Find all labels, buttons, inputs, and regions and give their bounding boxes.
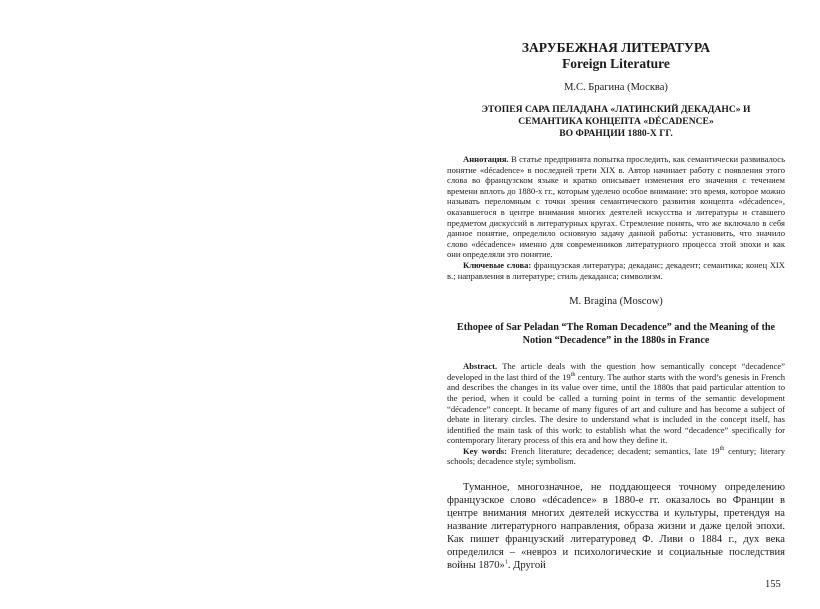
- author-en: M. Bragina (Moscow): [569, 296, 663, 308]
- section-title-ru: ЗАРУБЕЖНАЯ ЛИТЕРАТУРА: [521, 40, 711, 55]
- keywords-en-sup: th: [719, 446, 725, 453]
- title-ru-line-2: СЕМАНТИКА КОНЦЕПТА «DÉCADENCE»: [518, 116, 714, 127]
- abstract-en: [447, 361, 785, 446]
- abstract-en-sup: th: [570, 371, 576, 378]
- author-ru: М.С. Брагина (Москва): [564, 82, 668, 93]
- abstract-en-text-1: The article deals with the question how semantically concept “decadence” developed in the last third of the 19: [447, 361, 785, 382]
- keywords-ru-label: Ключевые слова:: [463, 259, 532, 270]
- keywords-ru: [447, 260, 785, 281]
- page-number: 155: [765, 579, 781, 590]
- title-en-line-1: Ethopee of Sar Peladan “The Roman Decadence” and the Meaning of the: [456, 322, 776, 334]
- text-column: [447, 38, 785, 572]
- abstract-ru-label: Аннотация.: [463, 154, 509, 164]
- keywords-en-label: Key words:: [463, 445, 507, 456]
- abstract-ru: [447, 154, 785, 260]
- keywords-en-text-1: French literature; decadence; decadent; semantics, late 19: [510, 445, 720, 456]
- body-paragraph: [447, 481, 785, 572]
- abstract-en-text-2: century. The author starts with the word’s genesis in French and describes the changes in its value over time, until the 1880s that paid particular attention to the period, when it could be called a turning point in terms of the semantic development “décadence” concept. It became of many figures of art and culture and has become a subject of debate in literary circles. The desire to understand what is included in the concept itself, has identified the main task of this work: to establish what the word “decadence” specifically for contemporary literary process of this era and how they define it.: [447, 371, 785, 446]
- title-ru-line-3: ВО ФРАНЦИИ 1880-Х ГГ.: [559, 128, 673, 139]
- body-text-tail: . Другой: [507, 560, 546, 572]
- title-en-line-2: Notion “Decadence” in the 1880s in France: [522, 334, 710, 346]
- keywords-ru-text: французская литература; декаданс; декадент; семантика; конец XIX в.; направления в литературе; стиль декаданса; символизм.: [447, 259, 785, 281]
- keywords-en: [447, 446, 785, 467]
- body-text-main: Туманное, многозначное, не поддающееся точному определению французское слово «décadence» в 1880-е гг. оказалось во Франции в центре внимания многих деятелей искусства и культуры, претендуя на название литературного направления, образа жизни и даже целой эпохи. Как пишет французский литературовед Ф. Ливи о 1884 г., дух века определился – «невроз и психологические и социальные последствия войны 1870»: [447, 482, 785, 572]
- article-title-ru: [447, 104, 785, 140]
- title-ru-line-1: ЭТОПЕЯ САРА ПЕЛАДАНА «ЛАТИНСКИЙ ДЕКАДАНС» И: [481, 104, 751, 115]
- abstract-en-label: Abstract.: [463, 361, 498, 372]
- article-title-en: [447, 322, 785, 347]
- section-title-en: Foreign Literature: [562, 56, 670, 71]
- abstract-ru-text: В статье предпринята попытка проследить, как семантически развивалось понятие «décadence» в последней трети XIX в. Автор начинает работу с появления этого слова во французском языке и кратко описывает изменения его значения с течением времени вплоть до 1880-х гг., которым уделено особое внимание: это время, которое можно называть переломным с точки зрения семантического развития концепта «décadence», оказавшегося в центре внимания многих деятелей искусства и литературы и ставшего предметом дискуссий в литературных кругах. Стремление понять, что же включало в себя данное понятие, определило основную задачу данной работы: установить, что значило слово «décadence» именно для современников литературного процесса этой эпохи и как они определяли это понятие.: [447, 154, 785, 260]
- footnote-ref: 1: [504, 559, 508, 566]
- spacer: [447, 467, 785, 481]
- keywords-en-text-2: century; literary schools; decadence style; symbolism.: [447, 445, 785, 467]
